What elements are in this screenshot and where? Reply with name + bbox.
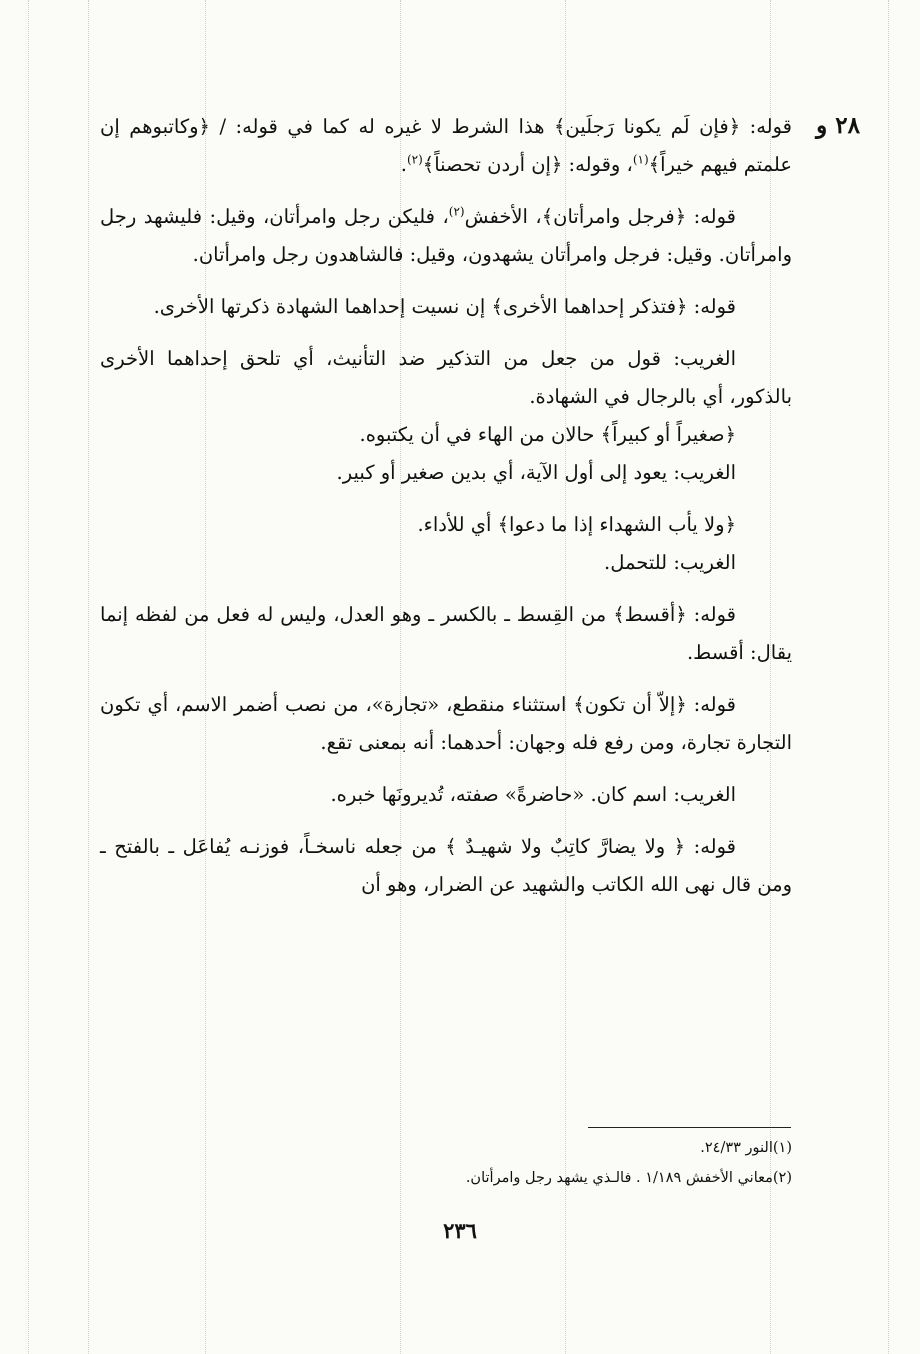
paragraph-8: الغريب: للتحمل. — [604, 551, 736, 574]
footnote-ref-2: (٢) — [406, 152, 423, 167]
para1-text: قوله: ﴿فإن لَم يكونا رَجلَين﴾ هذا الشرط لا غيره له كما في قوله: / ﴿وكاتبوهم إن علمتم فيهم خيراً﴾ — [100, 115, 792, 176]
page-number: ٢٣٦ — [443, 1218, 477, 1243]
paragraph-2 — [100, 198, 792, 274]
para1-text-b: ، وقوله: ﴿إن أردن تحصناً﴾ — [422, 153, 633, 176]
paragraph-4: الغريب: قول من جعل من التذكير ضد التأنيث، أي تلحق إحداهما الأخرى بالذكور، أي بالرجال في الشهادة. — [100, 347, 792, 408]
paragraph-11: الغريب: اسم كان. «حاضرةً» صفته، تُديرونَها خبره. — [330, 783, 736, 806]
paragraph-10: قوله: ﴿إلاّ أن تكون﴾ استثناء منقطع، «تجارة»، من نصب أضمر الاسم، أي تكون التجارة تجارة، ومن رفع فله وجهان: أحدهما: أنه بمعنى تقع. — [100, 693, 792, 754]
footnotes — [300, 1133, 792, 1193]
scan-artifact — [888, 0, 889, 1354]
manuscript-folio-marker: ٢٨ و — [816, 112, 860, 139]
paragraph-6: الغريب: يعود إلى أول الآية، أي بدين صغير أو كبير. — [336, 461, 736, 484]
para2-text: قوله: ﴿فرجل وامرأتان﴾، الأخفش — [464, 205, 737, 228]
paragraph-5: ﴿صغيراً أو كبيراً﴾ حالان من الهاء في أن يكتبوه. — [359, 423, 736, 446]
footnote-2: (٢)معاني الأخفش ١/١٨٩ . فالـذي يشهد رجل وامرأتان. — [465, 1170, 792, 1186]
scan-artifact — [88, 0, 89, 1354]
scan-artifact — [28, 0, 29, 1354]
footnote-1: (١)النور ٢٤/٣٣. — [700, 1140, 792, 1156]
paragraph-7: ﴿ولا يأب الشهداء إذا ما دعوا﴾ أي للأداء. — [417, 513, 736, 536]
footnote-separator — [588, 1127, 791, 1128]
footnote-ref-1: (١) — [632, 152, 649, 167]
paragraph-12: قوله: ﴿ ولا يضارَّ كاتِبٌ ولا شهيـدٌ ﴾ من جعله ناسخـاً، فوزنـه يُفاعَل ـ بالفتح ـ ومن قال نهى الله الكاتب والشهيد عن الضرار، وهو أن — [100, 835, 792, 896]
paragraph-3: قوله: ﴿فتذكر إحداهما الأخرى﴾ إن نسيت إحداهما الشهادة ذكرتها الأخرى. — [153, 295, 736, 318]
paragraph-1 — [100, 108, 792, 184]
footnote-ref-2b: (٢) — [448, 204, 465, 219]
body-text — [100, 108, 792, 918]
paragraph-9: قوله: ﴿أقسط﴾ من القِسط ـ بالكسر ـ وهو العدل، وليس له فعل من لفظه إنما يقال: أقسط. — [100, 603, 792, 664]
para1-text-c: . — [400, 153, 407, 176]
para2-rest: ، فليكن رجل وامرأتان، وقيل: فليشهد رجل وامرأتان. وقيل: فرجل وامرأتان يشهدون، وقيل: فالشاهدون رجل وامرأتان. — [100, 205, 792, 266]
